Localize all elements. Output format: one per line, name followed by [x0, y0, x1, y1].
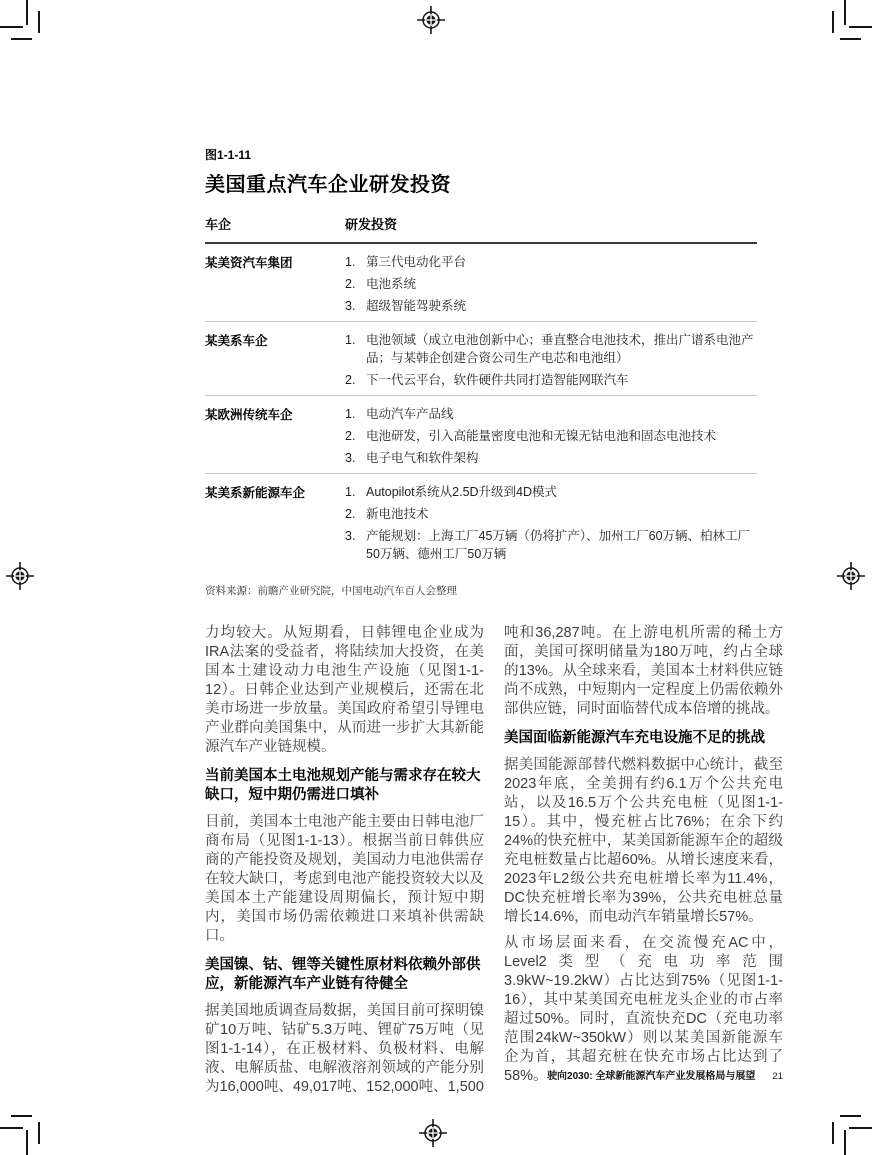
- company-name: 某美系车企: [205, 334, 268, 348]
- investment-item: Autopilot系统从2.5D升级到4D模式: [366, 485, 558, 499]
- investment-item: 产能规划：上海工厂45万辆（仍将扩产）、加州工厂60万辆、柏林工厂50万辆、德州工厂50万辆: [366, 529, 751, 561]
- body-heading: 美国镍、钴、锂等关键性原材料依赖外部供应，新能源汽车产业链有待健全: [205, 957, 481, 992]
- body-heading: 美国面临新能源汽车充电设施不足的挑战: [504, 730, 765, 746]
- investment-item: 电动汽车产品线: [366, 407, 454, 421]
- figure-label: 图1-1-11: [205, 148, 252, 162]
- investment-item: 新电池技术: [366, 507, 429, 521]
- body-column-right: [504, 624, 783, 1104]
- registration-target-icon: [837, 562, 865, 590]
- table-row: [205, 322, 757, 396]
- company-name: 某欧洲传统车企: [205, 408, 293, 422]
- company-name: 某美资汽车集团: [205, 256, 293, 270]
- crop-mark-icon: [0, 0, 44, 44]
- body-paragraph: 吨和36,287吨。在上游电机所需的稀土方面，美国可探明储量为180万吨，约占全球的13%。从全球来看，美国本土材料供应链尚不成熟，中短期内一定程度上仍需依赖外部供应链，同时面临替代成本倍增的挑战。: [504, 625, 783, 717]
- registration-target-icon: [419, 1119, 447, 1147]
- body-paragraph: 据美国能源部替代燃料数据中心统计，截至2023年底，全美拥有约6.1万个公共充电站，以及16.5万个公共充电桩（见图1-1-15）。其中，慢充桩占比76%；在余下约24%的快充桩中，某美国新能源车企的超级充电桩数量占比超60%。从增长速度来看，2023年L2级公共充电桩增长率为11.4%，DC快充桩增长率为39%，公共充电桩总量增长14.6%，而电动汽车销量增长57%。: [504, 757, 783, 925]
- investment-item: 第三代电动化平台: [366, 255, 467, 269]
- page-content: [205, 146, 783, 1104]
- page-footer: [205, 1066, 783, 1084]
- figure-title: 美国重点汽车企业研发投资: [205, 174, 451, 196]
- body-column-left: [205, 624, 484, 1104]
- data-source-note: 资料来源：前瞻产业研究院，中国电动汽车百人会整理: [205, 585, 457, 597]
- investment-items: [345, 331, 757, 389]
- crop-mark-icon: [828, 0, 872, 44]
- body-paragraph: 目前，美国本土电池产能主要由日韩电池厂商布局（见图1-1-13）。根据当前日韩供应商的产能投资及规划，美国动力电池供需存在较大缺口，考虑到电池产能投资较大以及美国本土产能建设周期偏长，预计短中期内，美国市场仍需依赖进口来填补供需缺口。: [205, 814, 484, 944]
- investment-item: 下一代云平台，软件硬件共同打造智能网联汽车: [366, 373, 629, 387]
- footer-report-title: 驶向2030: 全球新能源汽车产业发展格局与展望: [547, 1071, 756, 1082]
- investment-items: [345, 253, 757, 315]
- table-header-row: [205, 214, 757, 244]
- investment-item: 电池领域（成立电池创新中心；垂直整合电池技术，推出广谱系电池产品；与某韩企创建合资公司生产电芯和电池组）: [366, 333, 754, 365]
- investment-items: [345, 483, 757, 563]
- investment-items: [345, 405, 757, 467]
- body-paragraph: 据美国地质调查局数据，美国目前可探明镍矿10万吨、钴矿5.3万吨、锂矿75万吨（见图1-1-14），在正极材料、负极材料、电解液、电解质盐、电解液溶剂领域的产能分别为16,000吨、49,017吨、152,000吨、1,500: [205, 1003, 484, 1095]
- body-paragraph: 从市场层面来看，在交流慢充AC中，Level2类型（充电功率范围3.9kW~19.2kW）占比达到75%（见图1-1-16），其中某美国充电桩龙头企业的市占率超过50%。同时，直流快充DC（充电功率范围24kW~350kW）则以某美国新能源车企为首，其超充桩在快充市场占比达到了58%。: [504, 935, 783, 1084]
- table-row: [205, 396, 757, 474]
- table-header-investment: 研发投资: [345, 217, 398, 232]
- crop-mark-icon: [0, 1111, 44, 1155]
- investment-item: 电子电气和软件架构: [366, 451, 479, 465]
- body-paragraph: 力均较大。从短期看，日韩锂电企业成为IRA法案的受益者，将陆续加大投资，在美国本土建设动力电池生产设施（见图1-1-12）。日韩企业达到产业规模后，还需在北美市场进一步放量。美国政府希望引导锂电产业群向美国集中，从而进一步扩大其新能源汽车产业链规模。: [205, 625, 484, 755]
- company-name: 某美系新能源车企: [205, 486, 306, 500]
- body-heading: 当前美国本土电池规划产能与需求存在较大缺口，短中期仍需进口填补: [205, 768, 481, 803]
- investment-item: 电池系统: [366, 277, 417, 291]
- table-row: [205, 244, 757, 322]
- page-number: 21: [772, 1071, 783, 1082]
- investment-item: 电池研发，引入高能量密度电池和无镍无钴电池和固态电池技术: [366, 429, 717, 443]
- investment-item: 超级智能驾驶系统: [366, 299, 467, 313]
- body-columns: [205, 624, 783, 1104]
- rd-investment-table: [205, 214, 757, 569]
- registration-target-icon: [6, 562, 34, 590]
- table-header-company: 车企: [205, 217, 232, 232]
- registration-target-icon: [417, 6, 445, 34]
- table-row: [205, 474, 757, 569]
- crop-mark-icon: [828, 1111, 872, 1155]
